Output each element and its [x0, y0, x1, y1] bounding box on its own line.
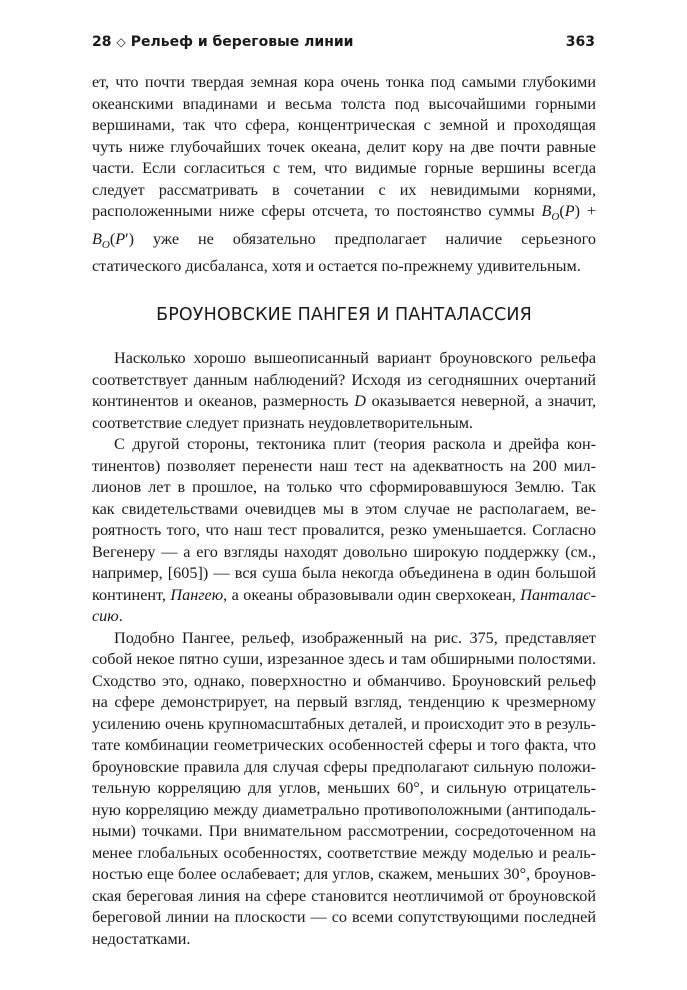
section-title: БРОУНОВСКИЕ ПАНГЕЯ И ПАНТАЛАССИЯ	[156, 304, 532, 325]
diamond-icon: ◇	[116, 35, 126, 49]
chapter-title: Рельеф и береговые линии	[130, 34, 354, 50]
paragraph-3: Подобно Пангее, рельеф, изображенный на рис. 375, представляет собой некое пятно суши, изрезанное здесь и там обширными полостями. Сходство это, однако, поверхностно и обманчиво. Броуновский рельеф на сфере демонстрирует, на первый взгляд, тенденцию к чрезмерному усилению очень крупномасштабных деталей, и происходит это в результате комбинации геометрических особенностей сферы и того факта, что броуновские правила для случая сферы предполагают сильную положительную корреляцию для углов, меньших 60°, и сильную отрицательную корреляцию между диаметрально противоположными (антиподальными) точками. При внимательном рассмотрении, сосредоточенном на менее глобальных особенностях, соответствие между моделью и реальностью еще более ослабевает; для углов, скажем, меньших 30°, броуновская береговая линия на сфере становится неотличимой от броуновской береговой линии на плоскости — со всеми сопутствующими последней недостатками.	[92, 628, 596, 948]
chapter-number: 28	[92, 34, 112, 50]
paragraph-continued: ет, что почти твердая земная кора очень тонка под самыми глубокими океанскими впадинами и весьма толста под высочайшими горными вершинами, так что сфера, концентрическая с земной и проходящая чуть ниже глубочайших точек океана, делит кору на две почти равные части. Если согласиться с тем, что видимые горные вершины всегда следует рассматривать в сочетании с их невидимыми корнями, расположенными ниже сферы отсчета, то постоянство суммы $B_O(P) + B_O(P')$ уже не обязательно предполагает наличие серьезного статического дисбаланса, хотя и остается по-прежнему удивительным.	[92, 73, 596, 276]
chapter-heading	[92, 34, 354, 50]
page-body	[92, 72, 596, 950]
paragraph-2: С другой стороны, тектоника плит (теория раскола и дрейфа континентов) позволяет перенести наш тест на адекватность на 200 миллионов лет в прошлое, на только что сформировавшуюся Землю. Так как свидетельствами очевидцев мы в этом случае не располагаем, вероятность того, что наш тест провалится, резко уменьшается. Согласно Вегенеру — а его взгляды находят довольно широкую поддержку (см., например, [605]) — вся суша была некогда объединена в один большой континент, Пангею, а океаны образовывали один сверхокеан, Панталассию.	[92, 435, 597, 626]
paragraph-1: Насколько хорошо вышеописанный вариант броуновского рельефа соответствует данным наблюдений? Исходя из сегодняшних очертаний континентов и океанов, размерность D оказывается неверной, а значит, соответствие следует признать неудовлетворительным.	[92, 349, 596, 432]
running-header	[92, 34, 595, 56]
page-number: 363	[565, 34, 595, 50]
